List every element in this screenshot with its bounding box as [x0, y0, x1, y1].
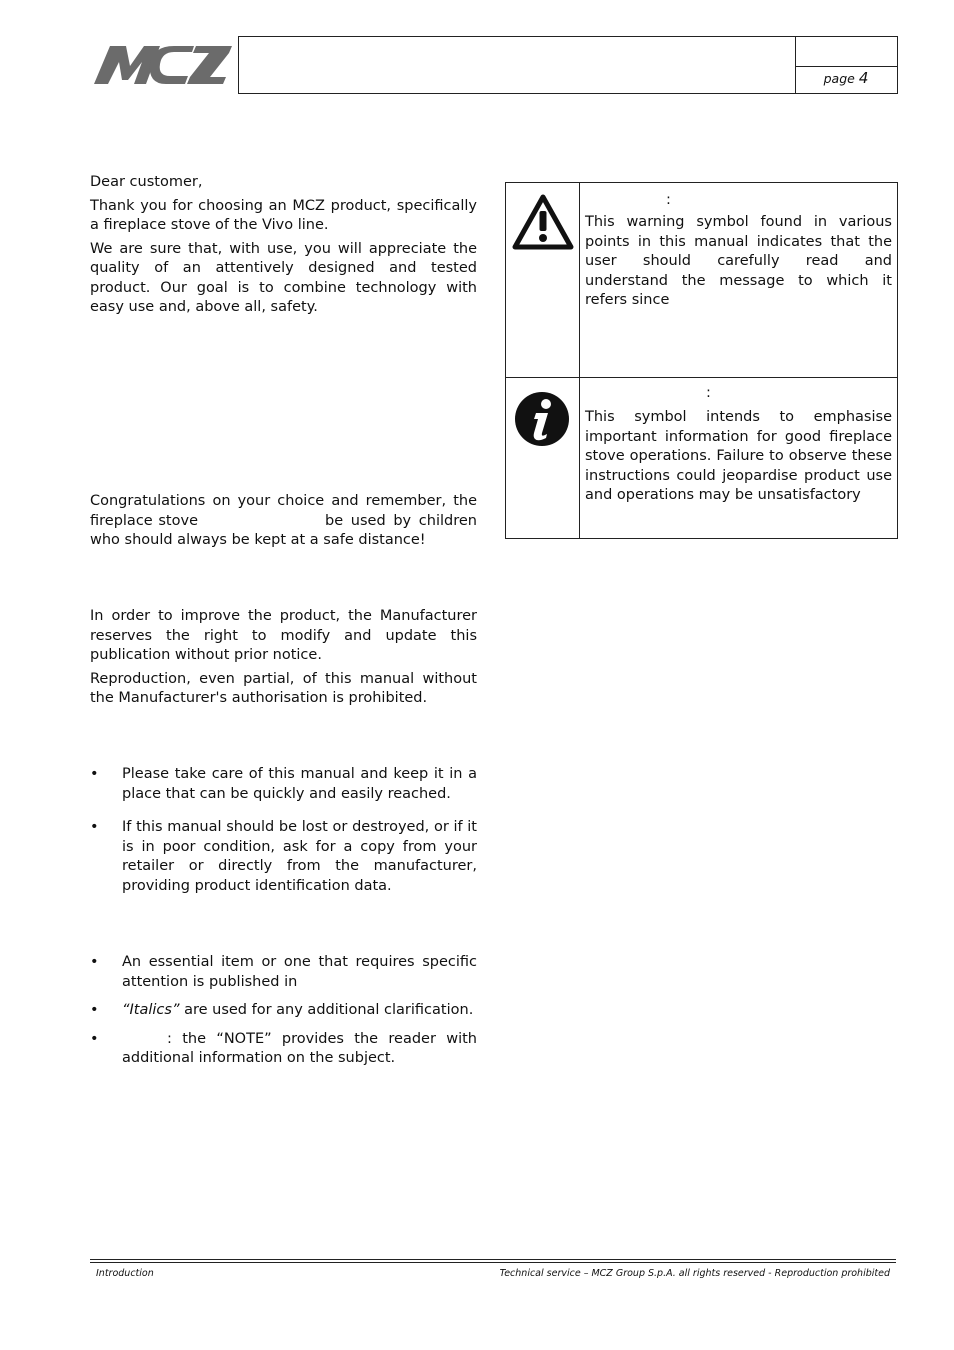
congrats-line-3: who should always be kept at a safe distance! [90, 532, 426, 548]
reproduction-paragraph: Reproduction, even partial, of this manual without the Manufacturer's authorisation is prohibited. [90, 670, 477, 706]
symbols-table [505, 182, 898, 539]
congrats-line-1: Congratulations on your choice and remember, the [90, 493, 477, 509]
warning-triangle-icon [511, 193, 575, 251]
footer-rule [90, 1259, 896, 1260]
footer-rule [90, 1262, 896, 1263]
page-label: page [823, 71, 855, 86]
list-item: • Please take care of this manual and keep it in a place that can be quickly and easily reached. [90, 766, 477, 802]
list-item: • An essential item or one that requires specific attention is published in [90, 954, 477, 990]
manual-care-list [90, 765, 477, 896]
info-heading-colon: : [706, 385, 711, 401]
intro-block [90, 173, 477, 318]
info-description: This symbol intends to emphasise important information for good fireplace stove operations. Failure to observe these instructions could jeopardise product use and operations may be unsatisfactory [585, 409, 892, 503]
notice-paragraph: In order to improve the product, the Manufacturer reserves the right to modify and update this publication without prior notice. [90, 608, 477, 663]
congrats-line-2: fireplace stove be used by children [90, 512, 477, 529]
list-item: • If this manual should be lost or destroyed, or if it is in poor condition, ask for a copy from your retailer or directly from the manufacturer, providing product identification data. [90, 819, 477, 894]
notice-block [90, 607, 477, 709]
page-number: 4 [858, 69, 869, 87]
greeting: Dear customer, [90, 174, 203, 190]
footer-copyright: Technical service – MCZ Group S.p.A. all rights reserved - Reproduction prohibited [499, 1268, 890, 1279]
warning-description: This warning symbol found in various points in this manual indicates that the user should carefully read and understand the message to which it refers since [585, 214, 892, 308]
page-indicator [795, 69, 897, 87]
warning-heading-colon: : [666, 192, 671, 208]
intro-paragraph-1: Thank you for choosing an MCZ product, specifically a fireplace stove of the Vivo line. [90, 197, 477, 233]
congratulations-block [90, 492, 477, 551]
list-item: • : the “NOTE” provides the reader with additional information on the subject. [90, 1030, 477, 1066]
mcz-logo [92, 42, 232, 86]
conventions-list [90, 953, 477, 1069]
header-box [238, 36, 898, 94]
footer-section-title: Introduction [96, 1268, 154, 1279]
list-item: • “Italics” are used for any additional clarification. [90, 1002, 474, 1018]
info-icon [514, 391, 570, 447]
intro-paragraph-2: We are sure that, with use, you will appreciate the quality of an attentively designed and tested product. Our goal is to combine technology with easy use and, above all, safety. [90, 240, 477, 315]
